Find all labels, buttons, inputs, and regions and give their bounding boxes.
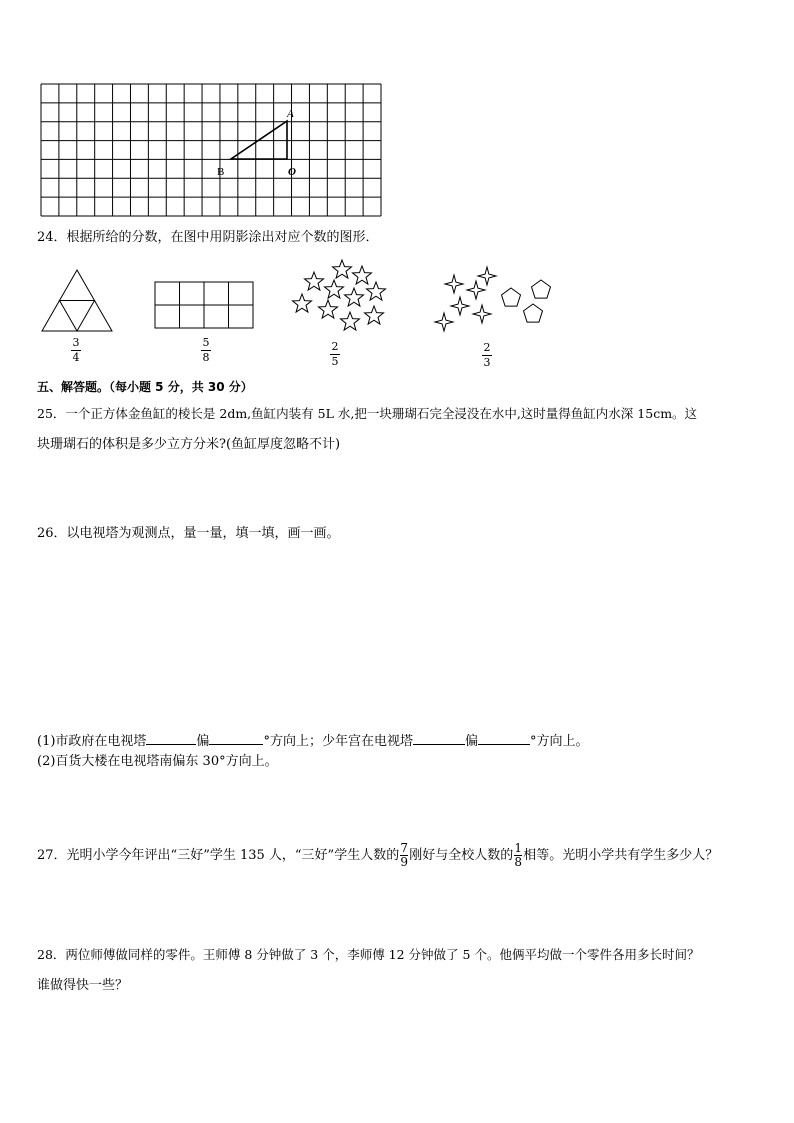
answer-blank-1[interactable] — [146, 732, 196, 745]
sparkle-shape — [473, 305, 491, 323]
answer-blank-2[interactable] — [209, 732, 263, 745]
pentagon-shape — [532, 280, 551, 298]
question-24-text: 24．根据所给的分数，在图中用阴影涂出对应个数的图形． — [37, 230, 379, 245]
star-shape — [365, 306, 384, 324]
sparkle-shape — [467, 281, 485, 299]
star-shape — [305, 272, 324, 290]
pentagon-shape — [524, 304, 543, 322]
star-shape — [293, 294, 312, 312]
star-shape — [341, 312, 360, 330]
rectangle-grid-4x2 — [154, 281, 254, 329]
fraction-2-3: 2 3 — [483, 341, 491, 369]
star-shape — [353, 266, 372, 284]
subdivided-triangle — [40, 268, 114, 332]
sparkle-shape — [451, 297, 469, 315]
question-25-line1: 25．一个正方体金鱼缸的棱长是 2dm,鱼缸内装有 5L 水,把一块珊瑚石完全浸没在水中,这时量得鱼缸内水深 15cm。这 — [37, 406, 698, 421]
star-shape — [345, 288, 364, 306]
question-28-line2: 谁做得快一些？ — [37, 978, 129, 993]
fraction-3-4: 3 4 — [72, 336, 80, 364]
question-26-text: 26．以电视塔为观测点，量一量，填一填，画一画。 — [37, 526, 340, 541]
star-shape — [333, 260, 352, 278]
q26-sub1-a: (1)市政府在电视塔 — [37, 734, 147, 749]
q26-sub1-c: °方向上；少年宫在电视塔 — [263, 734, 413, 749]
star-shape — [319, 300, 338, 318]
question-28-line1: 28．两位师傅做同样的零件。王师傅 8 分钟做了 3 个，李师傅 12 分钟做了 5 个。他俩平均做一个零件各用多长时间？ — [37, 947, 700, 962]
triangle-abo — [231, 121, 287, 159]
sparkle-shape — [435, 313, 453, 331]
sparkle-shape — [478, 267, 496, 285]
coordinate-grid-figure — [40, 83, 382, 217]
star-shape — [367, 282, 386, 300]
label-a: A — [287, 108, 294, 120]
question-25-line2: 块珊瑚石的体积是多少立方分米?(鱼缸厚度忽略不计) — [37, 437, 341, 452]
q27-part2: 刚好与全校人数的 — [409, 847, 514, 863]
grid-lines — [41, 84, 381, 216]
stars-group — [288, 260, 390, 338]
q26-sub1-e: °方向上。 — [529, 734, 589, 749]
pentagon-shape — [502, 288, 521, 306]
question-27 — [37, 843, 718, 868]
label-o: O — [288, 166, 296, 178]
q26-sub1-b: 偏 — [196, 734, 210, 749]
fraction-5-8: 5 8 — [202, 336, 210, 364]
sparkle-shape — [445, 275, 463, 293]
label-b: B — [217, 166, 225, 178]
answer-blank-3[interactable] — [413, 732, 465, 745]
q27-part3: 相等。光明小学共有学生多少人？ — [523, 847, 719, 863]
sparkles-and-pentagons-group — [432, 264, 558, 336]
question-26-sub1 — [37, 732, 588, 751]
q26-sub1-d: 偏 — [464, 734, 478, 749]
section-5-title: 五、解答题。（每小题 5 分，共 30 分） — [37, 380, 253, 394]
fraction-2-5: 2 5 — [331, 340, 339, 368]
question-26-sub2: (2)百货大楼在电视塔南偏东 30°方向上。 — [37, 754, 278, 769]
q27-fraction-7-9: $\frac{7}{9}$ — [400, 841, 409, 869]
q27-part1: 27．光明小学今年评出“三好”学生 135 人，“三好”学生人数的 — [37, 847, 400, 863]
q27-fraction-1-8: $\frac{1}{8}$ — [514, 841, 523, 869]
answer-blank-4[interactable] — [478, 732, 530, 745]
star-shape — [325, 280, 344, 298]
